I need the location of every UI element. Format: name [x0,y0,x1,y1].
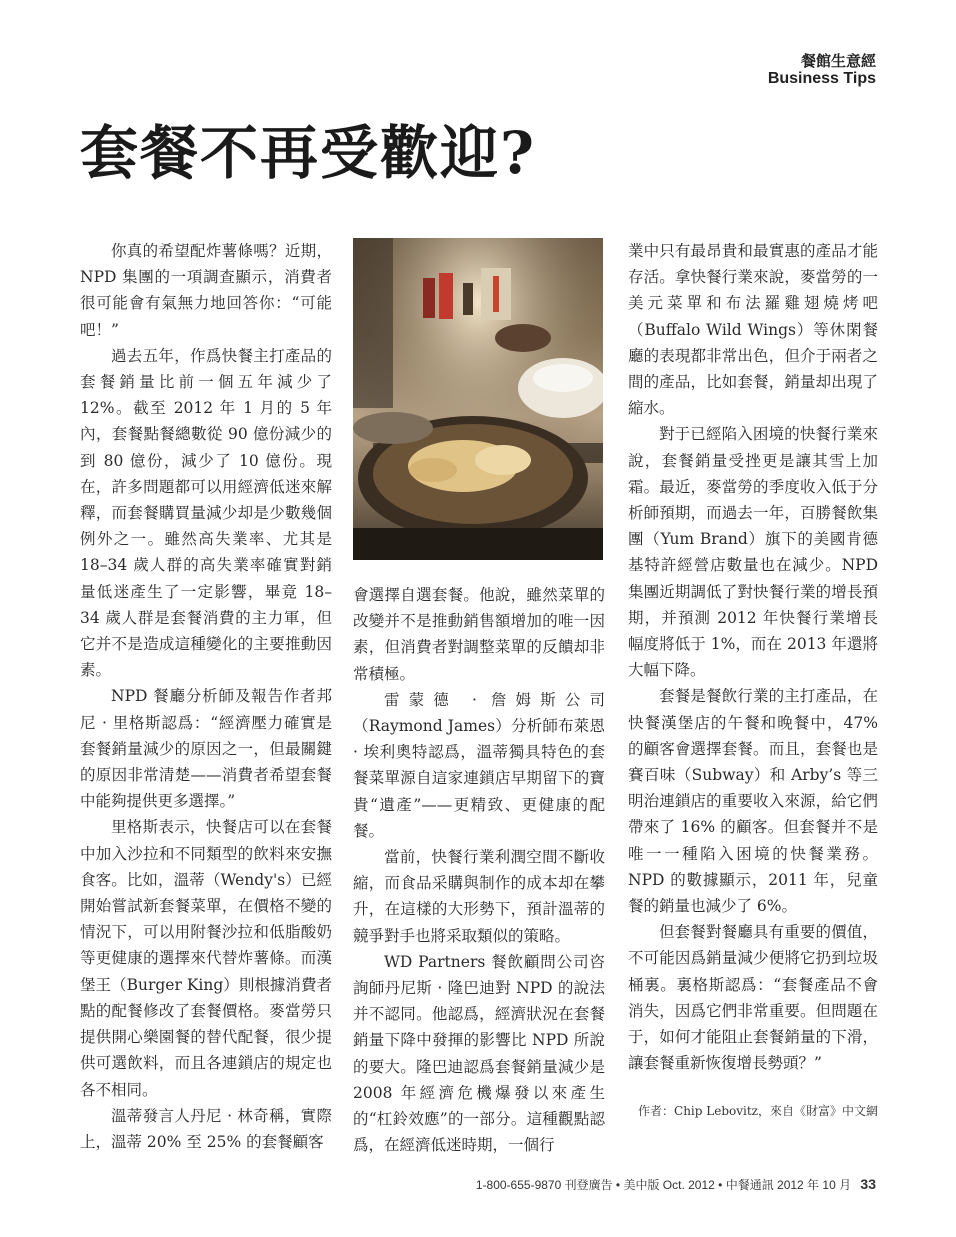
article-column-3 [628,238,878,1077]
restaurant-meal-photo [353,238,603,560]
paragraph: NPD 餐廳分析師及報告作者邦尼 · 里格斯認爲：“經濟壓力確實是套餐銷量減少的原因之一，但最關鍵的原因非常清楚——消費者希望套餐中能夠提供更多選擇。” [80,687,332,811]
meal-photo-illustration [353,238,603,560]
paragraph: 套餐是餐飲行業的主打產品，在快餐漢堡店的午餐和晚餐中，47% 的顧客會選擇套餐。而且，套餐也是賽百味（Subway）和 Arby’s 等三明治連鎖店的重要收入來源，給它們帶來了 16% 的顧客。但套餐并不是唯一一種陷入困境的快餐業務。NPD 的數據顯示，2011 年，兒童餐的銷量也減少了 6%。 [628,687,878,916]
section-label-chinese: 餐館生意經 [800,52,876,70]
author-credit: 作者：Chip Lebovitz，來自《財富》中文網 [638,1104,878,1118]
page-number: 33 [860,1176,876,1192]
paragraph: 里格斯表示，快餐店可以在套餐中加入沙拉和不同類型的飲料來安撫食客。比如，溫蒂（Wendy's）已經開始嘗試新套餐菜單，在價格不變的情況下，可以用附餐沙拉和低脂酸奶等更健康的選擇來代替炸薯條。而漢堡王（Burger King）則根據消費者點的配餐修改了套餐價格。麥當勞只提供開心樂園餐的替代配餐，很少提供可選飲料，而且各連鎖店的規定也各不相同。 [80,818,332,1099]
paragraph: 對于已經陷入困境的快餐行業來說，套餐銷量受挫更是讓其雪上加霜。最近，麥當勞的季度收入低于分析師預期，而過去一年，百勝餐飲集團（Yum Brand）旗下的美國肯德基特許經營店數量也在減少。NPD 集團近期調低了對快餐行業的增長預期，并預測 2012 年快餐行業增長幅度將低于 1%，而在 2013 年還將大幅下降。 [628,425,878,680]
paragraph: 你真的希望配炸薯條嗎？近期，NPD 集團的一項調查顯示，消費者很可能會有氣無力地回答你：“可能吧！” [80,242,332,339]
footer-info: 1-800-655-9870 刊登廣告 • 美中版 Oct. 2012 • 中餐通訊 2012 年 10 月 [475,1178,852,1192]
article-column-2 [353,582,605,1158]
paragraph: 溫蒂發言人丹尼 · 林奇稱，實際上，溫蒂 20% 至 25% 的套餐顧客 [80,1106,332,1151]
paragraph: 業中只有最昂貴和最實惠的產品才能存活。拿快餐行業來說，麥當勞的一美元菜單和布法羅雞翅燒烤吧（Buffalo Wild Wings）等休閑餐廳的表現都非常出色，但介于兩者之間的產品，比如套餐，銷量却出現了縮水。 [628,242,878,418]
paragraph: 但套餐對餐廳具有重要的價值，不可能因爲銷量減少便將它扔到垃圾桶裏。裏格斯認爲：“套餐產品不會消失，因爲它們非常重要。但問題在于，如何才能阻止套餐銷量的下滑，讓套餐重新恢復增長勢頭？” [628,923,878,1073]
article-title: 套餐不再受歡迎? [80,119,536,187]
paragraph: 當前，快餐行業利潤空間不斷收縮，而食品采購與制作的成本却在攀升，在這樣的大形勢下，預計溫蒂的競爭對手也將采取類似的策略。 [353,848,605,945]
paragraph: WD Partners 餐飲顧問公司咨詢師丹尼斯 · 隆巴迪對 NPD 的說法并不認同。他認爲，經濟狀況在套餐銷量下降中發揮的影響比 NPD 所說的要大。隆巴迪認爲套餐銷量減少是 2008 年經濟危機爆發以來產生的“杠鈴效應”的一部分。這種觀點認爲，在經濟低迷時期，一個行 [353,952,605,1155]
page-footer [476,1176,876,1193]
paragraph: 過去五年，作爲快餐主打產品的套餐銷量比前一個五年減少了 12%。截至 2012 年 1 月的 5 年內，套餐點餐總數從 90 億份減少的到 80 億份，減少了 10 億份。現在，許多問題都可以用經濟低迷來解釋，而套餐購買量減少却是少數幾個例外之一。雖然高失業率、尤其是 18–34 歲人群的高失業率確實對銷量低迷產生了一定影響，畢竟 18–34 歲人群是套餐消費的主力軍，但它并不是造成這種變化的主要推動因素。 [80,346,332,680]
paragraph: 雷蒙德 · 詹姆斯公司（Raymond James）分析師布萊恩 · 埃利奧特認爲，溫蒂獨具特色的套餐菜單源自這家連鎖店早期留下的寶貴“遺產”——更精致、更健康的配餐。 [353,690,605,840]
section-label-english: Business Tips [767,70,876,87]
paragraph: 會選擇自選套餐。他說，雖然菜單的改變并不是推動銷售額增加的唯一因素，但消費者對調整菜單的反饋却非常積極。 [353,586,605,683]
article-column-1 [80,238,332,1155]
